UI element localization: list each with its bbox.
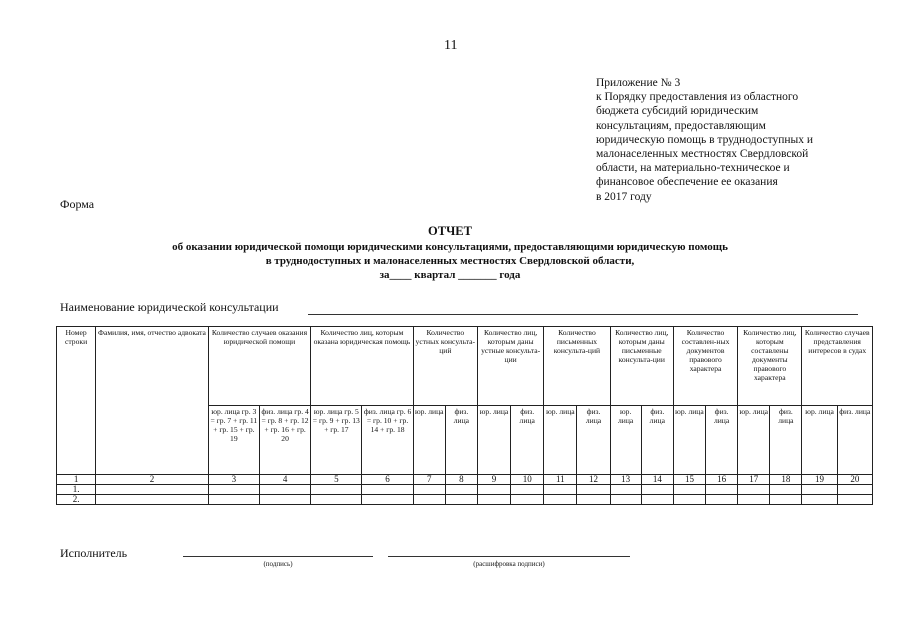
column-number: 7 bbox=[413, 475, 445, 485]
table-cell[interactable] bbox=[511, 485, 544, 495]
column-number: 8 bbox=[445, 475, 477, 485]
header-persons-oral: Количество лиц, которым даны устные консульта-ции bbox=[477, 327, 543, 406]
table-cell[interactable] bbox=[610, 495, 641, 505]
table-row bbox=[57, 495, 873, 505]
header-documents: Количество составлен-ных документов правового характера bbox=[673, 327, 737, 406]
table-cell[interactable] bbox=[837, 495, 872, 505]
column-number: 1 bbox=[57, 475, 96, 485]
table-cell[interactable] bbox=[673, 495, 705, 505]
appendix-line: Приложение № 3 bbox=[596, 77, 681, 89]
subheader-cell: юр. лица гр. 3 = гр. 7 + гр. 11 + гр. 15 + гр. 19 bbox=[208, 406, 259, 475]
table-cell[interactable] bbox=[544, 495, 577, 505]
table-cell[interactable] bbox=[445, 485, 477, 495]
table-cell[interactable] bbox=[802, 495, 837, 505]
subheader-cell: юр. лица гр. 5 = гр. 9 + гр. 13 + гр. 17 bbox=[311, 406, 362, 475]
column-number: 2 bbox=[96, 475, 209, 485]
subheader-cell: юр. лица bbox=[802, 406, 837, 475]
column-number: 12 bbox=[577, 475, 610, 485]
title-line: об оказании юридической помощи юридическими консультациями, предоставляющими юридическую помощь bbox=[172, 241, 728, 253]
table-cell[interactable] bbox=[259, 485, 310, 495]
column-number: 13 bbox=[610, 475, 641, 485]
org-name-label: Наименование юридической консультации bbox=[60, 300, 279, 314]
subheader-cell: юр. лица bbox=[477, 406, 510, 475]
header-court-cases: Количество случаев представления интересов в судах bbox=[802, 327, 873, 406]
report-title bbox=[60, 224, 840, 282]
org-name-field[interactable] bbox=[308, 314, 858, 315]
title-period: за____ квартал _______ года bbox=[379, 269, 521, 281]
table-cell[interactable] bbox=[641, 485, 673, 495]
header-persons-documents: Количество лиц, которым составлены документы правового характера bbox=[738, 327, 802, 406]
header-written-consultations: Количество письменных консульта-ций bbox=[544, 327, 610, 406]
table-cell[interactable] bbox=[706, 485, 738, 495]
table-cell[interactable] bbox=[738, 495, 770, 505]
signature-decoding-field[interactable] bbox=[388, 556, 630, 557]
subheader-cell: физ. лица bbox=[511, 406, 544, 475]
table-cell[interactable] bbox=[208, 495, 259, 505]
subheader-cell: юр. лица bbox=[738, 406, 770, 475]
column-number: 19 bbox=[802, 475, 837, 485]
appendix-line: юридическую помощь в труднодоступных и bbox=[596, 133, 814, 146]
table-cell[interactable] bbox=[208, 485, 259, 495]
table-cell[interactable] bbox=[673, 485, 705, 495]
title-main: ОТЧЕТ bbox=[428, 224, 472, 238]
column-number: 20 bbox=[837, 475, 872, 485]
appendix-line: консультациям, предоставляющим bbox=[596, 119, 766, 132]
report-table bbox=[56, 326, 873, 505]
column-number: 11 bbox=[544, 475, 577, 485]
table-cell[interactable] bbox=[770, 495, 802, 505]
signature-field[interactable] bbox=[183, 556, 373, 557]
table-row bbox=[57, 485, 873, 495]
executor-label: Исполнитель bbox=[60, 546, 128, 560]
appendix-note bbox=[596, 76, 896, 204]
column-number: 3 bbox=[208, 475, 259, 485]
table-cell[interactable] bbox=[577, 495, 610, 505]
table-cell[interactable] bbox=[362, 485, 413, 495]
subheader-cell: физ. лица bbox=[577, 406, 610, 475]
subheader-cell: физ. лица bbox=[837, 406, 872, 475]
table-cell[interactable] bbox=[610, 485, 641, 495]
table-cell[interactable] bbox=[837, 485, 872, 495]
table-cell[interactable] bbox=[413, 485, 445, 495]
appendix-line: финансовое обеспечение ее оказания bbox=[596, 176, 778, 189]
header-row-number: Номер строки bbox=[57, 327, 96, 475]
table-cell[interactable] bbox=[96, 495, 209, 505]
appendix-line: малонаселенных местностях Свердловской bbox=[596, 148, 809, 161]
subheader-cell: юр. лица bbox=[413, 406, 445, 475]
header-cases: Количество случаев оказания юридической помощи bbox=[208, 327, 310, 406]
column-number: 4 bbox=[259, 475, 310, 485]
table-cell[interactable] bbox=[413, 495, 445, 505]
table-cell[interactable] bbox=[802, 485, 837, 495]
table-cell[interactable] bbox=[770, 485, 802, 495]
table-cell[interactable] bbox=[641, 495, 673, 505]
table-cell[interactable] bbox=[577, 485, 610, 495]
table-cell[interactable] bbox=[445, 495, 477, 505]
table-cell[interactable] bbox=[477, 495, 510, 505]
subheader-cell: физ. лица гр. 4 = гр. 8 + гр. 12 + гр. 16 + гр. 20 bbox=[259, 406, 310, 475]
signature-caption: (подпись) bbox=[263, 560, 293, 568]
appendix-line: бюджета субсидий юридическим bbox=[596, 105, 759, 118]
table-cell[interactable] bbox=[259, 495, 310, 505]
subheader-cell: физ. лица bbox=[445, 406, 477, 475]
subheader-cell: юр. лица bbox=[673, 406, 705, 475]
subheader-cell: физ. лица bbox=[770, 406, 802, 475]
subheader-cell: физ. лица гр. 6 = гр. 10 + гр. 14 + гр. 18 bbox=[362, 406, 413, 475]
table-cell[interactable] bbox=[511, 495, 544, 505]
column-number: 10 bbox=[511, 475, 544, 485]
row-number: 1. bbox=[57, 485, 96, 495]
header-lawyer-name: Фамилия, имя, отчество адвоката bbox=[96, 327, 209, 475]
table-cell[interactable] bbox=[706, 495, 738, 505]
table-cell[interactable] bbox=[362, 495, 413, 505]
column-number: 18 bbox=[770, 475, 802, 485]
appendix-line: в 2017 году bbox=[596, 190, 652, 203]
subheader-cell: физ. лица bbox=[641, 406, 673, 475]
subheader-cell: физ. лица bbox=[706, 406, 738, 475]
column-number: 9 bbox=[477, 475, 510, 485]
column-number: 15 bbox=[673, 475, 705, 485]
table-cell[interactable] bbox=[311, 495, 362, 505]
table-cell[interactable] bbox=[738, 485, 770, 495]
org-name-row bbox=[60, 300, 860, 315]
appendix-line: к Порядку предоставления из областного bbox=[596, 91, 799, 104]
column-number: 17 bbox=[738, 475, 770, 485]
column-number: 16 bbox=[706, 475, 738, 485]
title-line: в труднодоступных и малонаселенных местностях Свердловской области, bbox=[265, 255, 635, 267]
subheader-cell: юр. лица bbox=[544, 406, 577, 475]
header-persons-helped: Количество лиц, которым оказана юридическая помощь bbox=[311, 327, 413, 406]
header-persons-written: Количество лиц, которым даны письменные консульта-ции bbox=[610, 327, 673, 406]
column-number: 5 bbox=[311, 475, 362, 485]
table-cell[interactable] bbox=[311, 485, 362, 495]
row-number: 2. bbox=[57, 495, 96, 505]
column-number: 14 bbox=[641, 475, 673, 485]
subheader-cell: юр. лица bbox=[610, 406, 641, 475]
decoding-caption: (расшифровка подписи) bbox=[473, 560, 545, 568]
table-cell[interactable] bbox=[544, 485, 577, 495]
page-number: 11 bbox=[444, 38, 458, 53]
header-oral-consultations: Количество устных консульта-ций bbox=[413, 327, 477, 406]
appendix-line: области, на материально-техническое и bbox=[596, 162, 790, 175]
table-cell[interactable] bbox=[96, 485, 209, 495]
form-label: Форма bbox=[60, 197, 95, 211]
table-cell[interactable] bbox=[477, 485, 510, 495]
column-number: 6 bbox=[362, 475, 413, 485]
